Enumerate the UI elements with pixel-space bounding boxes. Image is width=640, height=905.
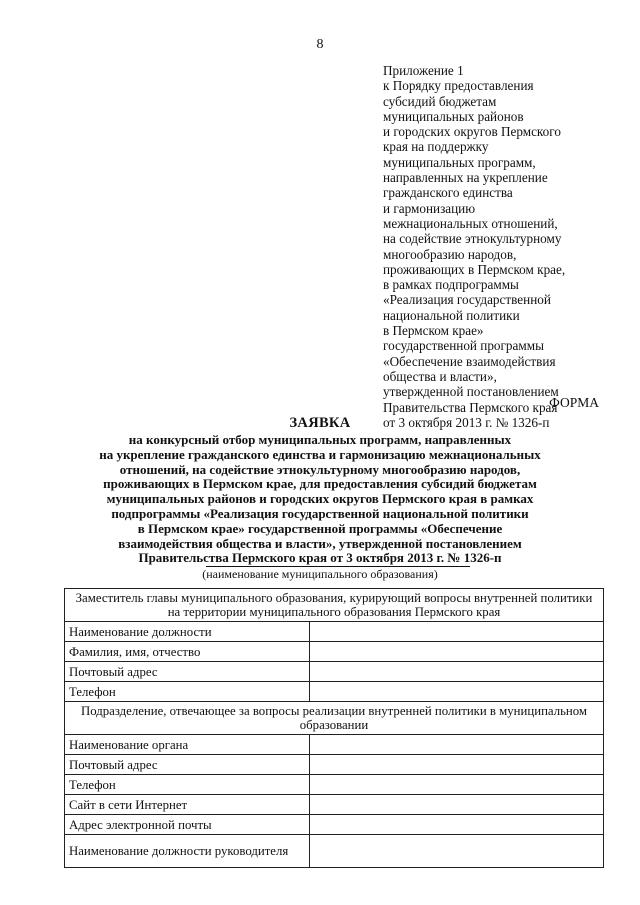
municipality-caption: (наименование муниципального образования) <box>202 567 438 581</box>
subtitle-line: на конкурсный отбор муниципальных программ, направленных <box>128 432 512 447</box>
field-value-cell[interactable] <box>310 642 604 662</box>
subtitle-line: Правительства Пермского края от 3 октября 2013 г. № 1326-п <box>138 550 502 566</box>
appendix-line: Правительства Пермского края <box>383 399 558 415</box>
subtitle-line: взаимодействия общества и власти», утвержденной постановлением <box>118 535 522 551</box>
field-value-cell[interactable] <box>310 682 604 702</box>
table-row <box>65 662 604 682</box>
section2-header: Подразделение, отвечающее за вопросы реализации внутренней политики в муниципальном образовании <box>65 702 604 735</box>
table-row <box>65 622 604 642</box>
appendix-line: многообразию народов, <box>383 246 517 262</box>
field-value-cell[interactable] <box>310 662 604 682</box>
appendix-line: Приложение 1 <box>383 63 464 78</box>
field-label: Наименование органа <box>65 735 310 755</box>
appendix-line: субсидий бюджетам <box>383 93 497 109</box>
field-label: Фамилия, имя, отчество <box>65 642 310 662</box>
appendix-line: государственной программы <box>383 338 544 354</box>
document-subtitle <box>60 433 580 566</box>
table-row <box>65 775 604 795</box>
appendix-line: к Порядку предоставления <box>383 78 534 94</box>
appendix-line: межнациональных отношений, <box>383 215 558 231</box>
field-value-cell[interactable] <box>310 835 604 868</box>
application-form-table <box>64 588 604 868</box>
form-label: ФОРМА <box>549 395 599 410</box>
field-label: Наименование должности <box>65 622 310 642</box>
subtitle-line: на укрепление гражданского единства и гармонизацию межнациональных <box>99 446 541 462</box>
field-label: Почтовый адрес <box>65 662 310 682</box>
subtitle-line: проживающих в Пермском крае, для предоставления субсидий бюджетам <box>103 476 537 492</box>
subtitle-line: отношений, на содействие этнокультурному многообразию народов, <box>119 461 521 477</box>
appendix-line: края на поддержку <box>383 139 489 155</box>
appendix-line: «Обеспечение взаимодействия <box>383 353 556 369</box>
appendix-line: направленных на укрепление <box>383 170 548 186</box>
table-row <box>65 735 604 755</box>
appendix-line: гражданского единства <box>383 185 513 201</box>
appendix-line: проживающих в Пермском крае, <box>383 261 566 277</box>
section1-header: Заместитель главы муниципального образования, курирующий вопросы внутренней политики на территории муниципального образования Пермского края <box>65 589 604 622</box>
appendix-line: муниципальных районов <box>383 108 524 124</box>
appendix-block <box>383 63 633 430</box>
field-label: Адрес электронной почты <box>65 815 310 835</box>
appendix-line: «Реализация государственной <box>383 292 551 308</box>
appendix-line: в рамках подпрограммы <box>383 277 519 293</box>
subtitle-line: в Пермском крае» государственной программы «Обеспечение <box>137 520 503 536</box>
appendix-line: в Пермском крае» <box>383 323 484 339</box>
table-row <box>65 642 604 662</box>
field-label: Наименование должности руководителя <box>65 835 310 868</box>
appendix-line: общества и власти», <box>383 368 497 384</box>
field-value-cell[interactable] <box>310 775 604 795</box>
appendix-line: и городских округов Пермского <box>383 124 561 140</box>
subtitle-line: муниципальных районов и городских округов Пермского края в рамках <box>106 491 534 507</box>
table-row <box>65 835 604 868</box>
appendix-line: национальной политики <box>383 307 520 323</box>
field-value-cell[interactable] <box>310 735 604 755</box>
document-title: ЗАЯВКА <box>289 415 351 431</box>
field-label: Сайт в сети Интернет <box>65 795 310 815</box>
appendix-line: муниципальных программ, <box>383 154 536 170</box>
field-value-cell[interactable] <box>310 622 604 642</box>
table-row <box>65 795 604 815</box>
field-value-cell[interactable] <box>310 755 604 775</box>
field-value-cell[interactable] <box>310 815 604 835</box>
section-header-row <box>65 589 604 622</box>
page-number: 8 <box>316 37 324 52</box>
section-header-row <box>65 702 604 735</box>
subtitle-line: подпрограммы «Реализация государственной национальной политики <box>111 505 529 521</box>
table-row <box>65 755 604 775</box>
field-label: Телефон <box>65 775 310 795</box>
appendix-line: утвержденной постановлением <box>383 384 559 400</box>
appendix-line: от 3 октября 2013 г. № 1326-п <box>383 414 550 430</box>
table-row <box>65 815 604 835</box>
field-label: Почтовый адрес <box>65 755 310 775</box>
field-value-cell[interactable] <box>310 795 604 815</box>
table-row <box>65 682 604 702</box>
appendix-line: и гармонизацию <box>383 200 476 216</box>
appendix-line: на содействие этнокультурному <box>383 231 562 247</box>
field-label: Телефон <box>65 682 310 702</box>
